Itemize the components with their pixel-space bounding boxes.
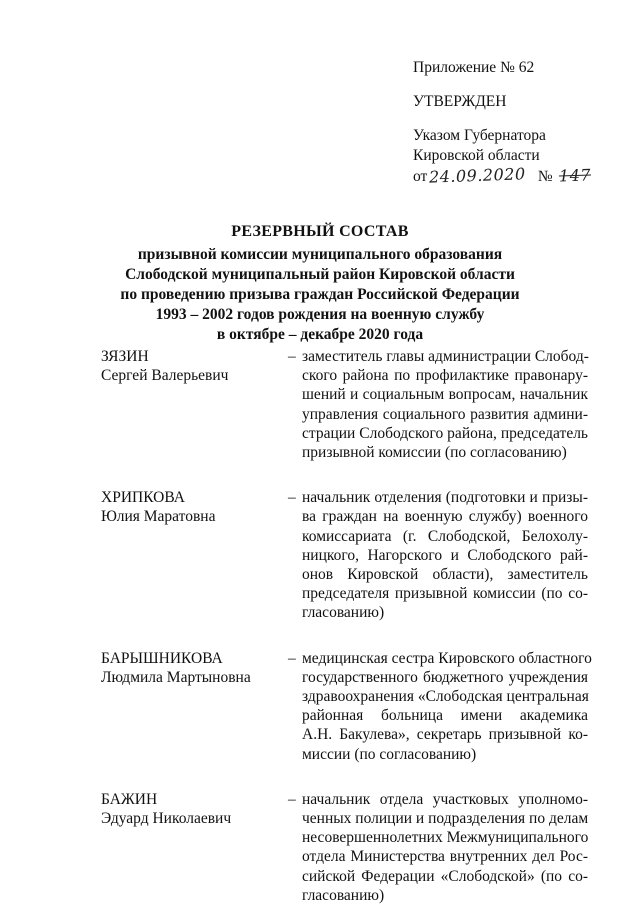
role-line: гласованию) (302, 886, 385, 904)
role-line: медицинская сестра Кировского областного (302, 649, 592, 667)
title-main: РЕЗЕРВНЫЙ СОСТАВ (231, 223, 409, 240)
date-prefix: от (413, 168, 428, 185)
member-role (302, 347, 588, 462)
title-line: в октябре – декабре 2020 года (216, 326, 424, 343)
role-line: здравоохранения «Слободская центральная (302, 688, 589, 706)
member-surname: ХРИПКОВА (101, 489, 185, 507)
role-line: страции Слободского района, председатель (302, 424, 588, 442)
role-line: начальник отделения (подготовки и призы- (302, 489, 588, 507)
role-line: ского района по профилактике правонару- (302, 367, 588, 385)
member-surname: БАРЫШНИКОВА (101, 649, 223, 667)
member-name (101, 790, 281, 828)
title-line: по проведению призыва граждан Российской Федерации (120, 286, 520, 303)
dash-separator: – (288, 790, 296, 808)
member-name (101, 488, 281, 526)
role-line: сийской Федерации «Слободской» (по со- (302, 867, 588, 885)
member-given-name: Эдуард Николаевич (101, 810, 232, 828)
role-line: онов Кировской области), заместитель (302, 566, 588, 584)
member-surname: БАЖИН (101, 790, 158, 808)
title-line: 1993 – 2002 годов рождения на военную службу (155, 306, 485, 323)
member-given-name: Людмила Мартыновна (101, 668, 251, 686)
annex-number: Приложение № 62 (413, 59, 535, 76)
role-line: ва граждан на военную службу) военного (302, 508, 588, 526)
member-given-name: Юлия Маратовна (101, 508, 216, 526)
role-line: миссии (по согласованию) (302, 745, 477, 763)
role-line: председателя призывной комиссии (по со- (302, 585, 588, 603)
dash-separator: – (288, 489, 296, 507)
handwritten-date: 24.09.2020 (429, 164, 527, 187)
role-line: гласованию) (302, 604, 385, 622)
member-entry (101, 347, 601, 462)
role-line: А.Н. Бакулева», секретарь призывной ко- (302, 726, 588, 744)
decree-line-1: Указом Губернатора (413, 127, 546, 144)
member-role (302, 488, 588, 622)
member-surname: ЗЯЗИН (101, 348, 149, 365)
role-line: призывной комиссии (по согласованию) (302, 444, 567, 462)
member-given-name: Сергей Валерьевич (101, 367, 229, 385)
role-line: комиссариата (г. Слободской, Белохолу- (302, 527, 588, 545)
role-line: заместитель главы администрации Слобод- (302, 348, 589, 365)
member-entry (101, 488, 601, 622)
decree-date-line (413, 166, 613, 187)
role-line: шений и социальным вопросам, начальник (302, 386, 588, 404)
role-line: районная больница имени академика (302, 707, 588, 725)
member-entry (101, 790, 601, 905)
title-line: Слободской муниципальный район Кировской области (125, 266, 515, 283)
members-list (101, 347, 601, 905)
member-name (101, 649, 281, 687)
decree-line-2: Кировской области (413, 147, 540, 164)
member-entry (101, 649, 601, 764)
role-line: государственного бюджетного учреждения (302, 668, 588, 686)
member-role (302, 649, 592, 764)
title-line: призывной комиссии муниципального образования (137, 246, 503, 263)
number-prefix: № (537, 168, 553, 185)
role-line: ницкого, Нагорского и Слободского рай- (302, 546, 588, 564)
role-line: управления социального развития админи- (302, 405, 588, 423)
role-line: ченных полиции и подразделения по делам (302, 810, 589, 828)
role-line: начальник отдела участковых уполномо- (302, 790, 588, 808)
handwritten-number: 147 (558, 165, 591, 186)
document-title (40, 222, 600, 345)
member-role (302, 790, 588, 905)
dash-separator: – (288, 348, 296, 365)
approval-stamp-block (413, 58, 613, 187)
member-name (101, 347, 281, 385)
approved-label: УТВЕРЖДЕН (413, 93, 507, 110)
dash-separator: – (288, 649, 296, 667)
role-line: отдела Министерства внутренних дел Рос- (302, 848, 588, 866)
role-line: несовершеннолетних Межмуниципального (302, 829, 589, 847)
